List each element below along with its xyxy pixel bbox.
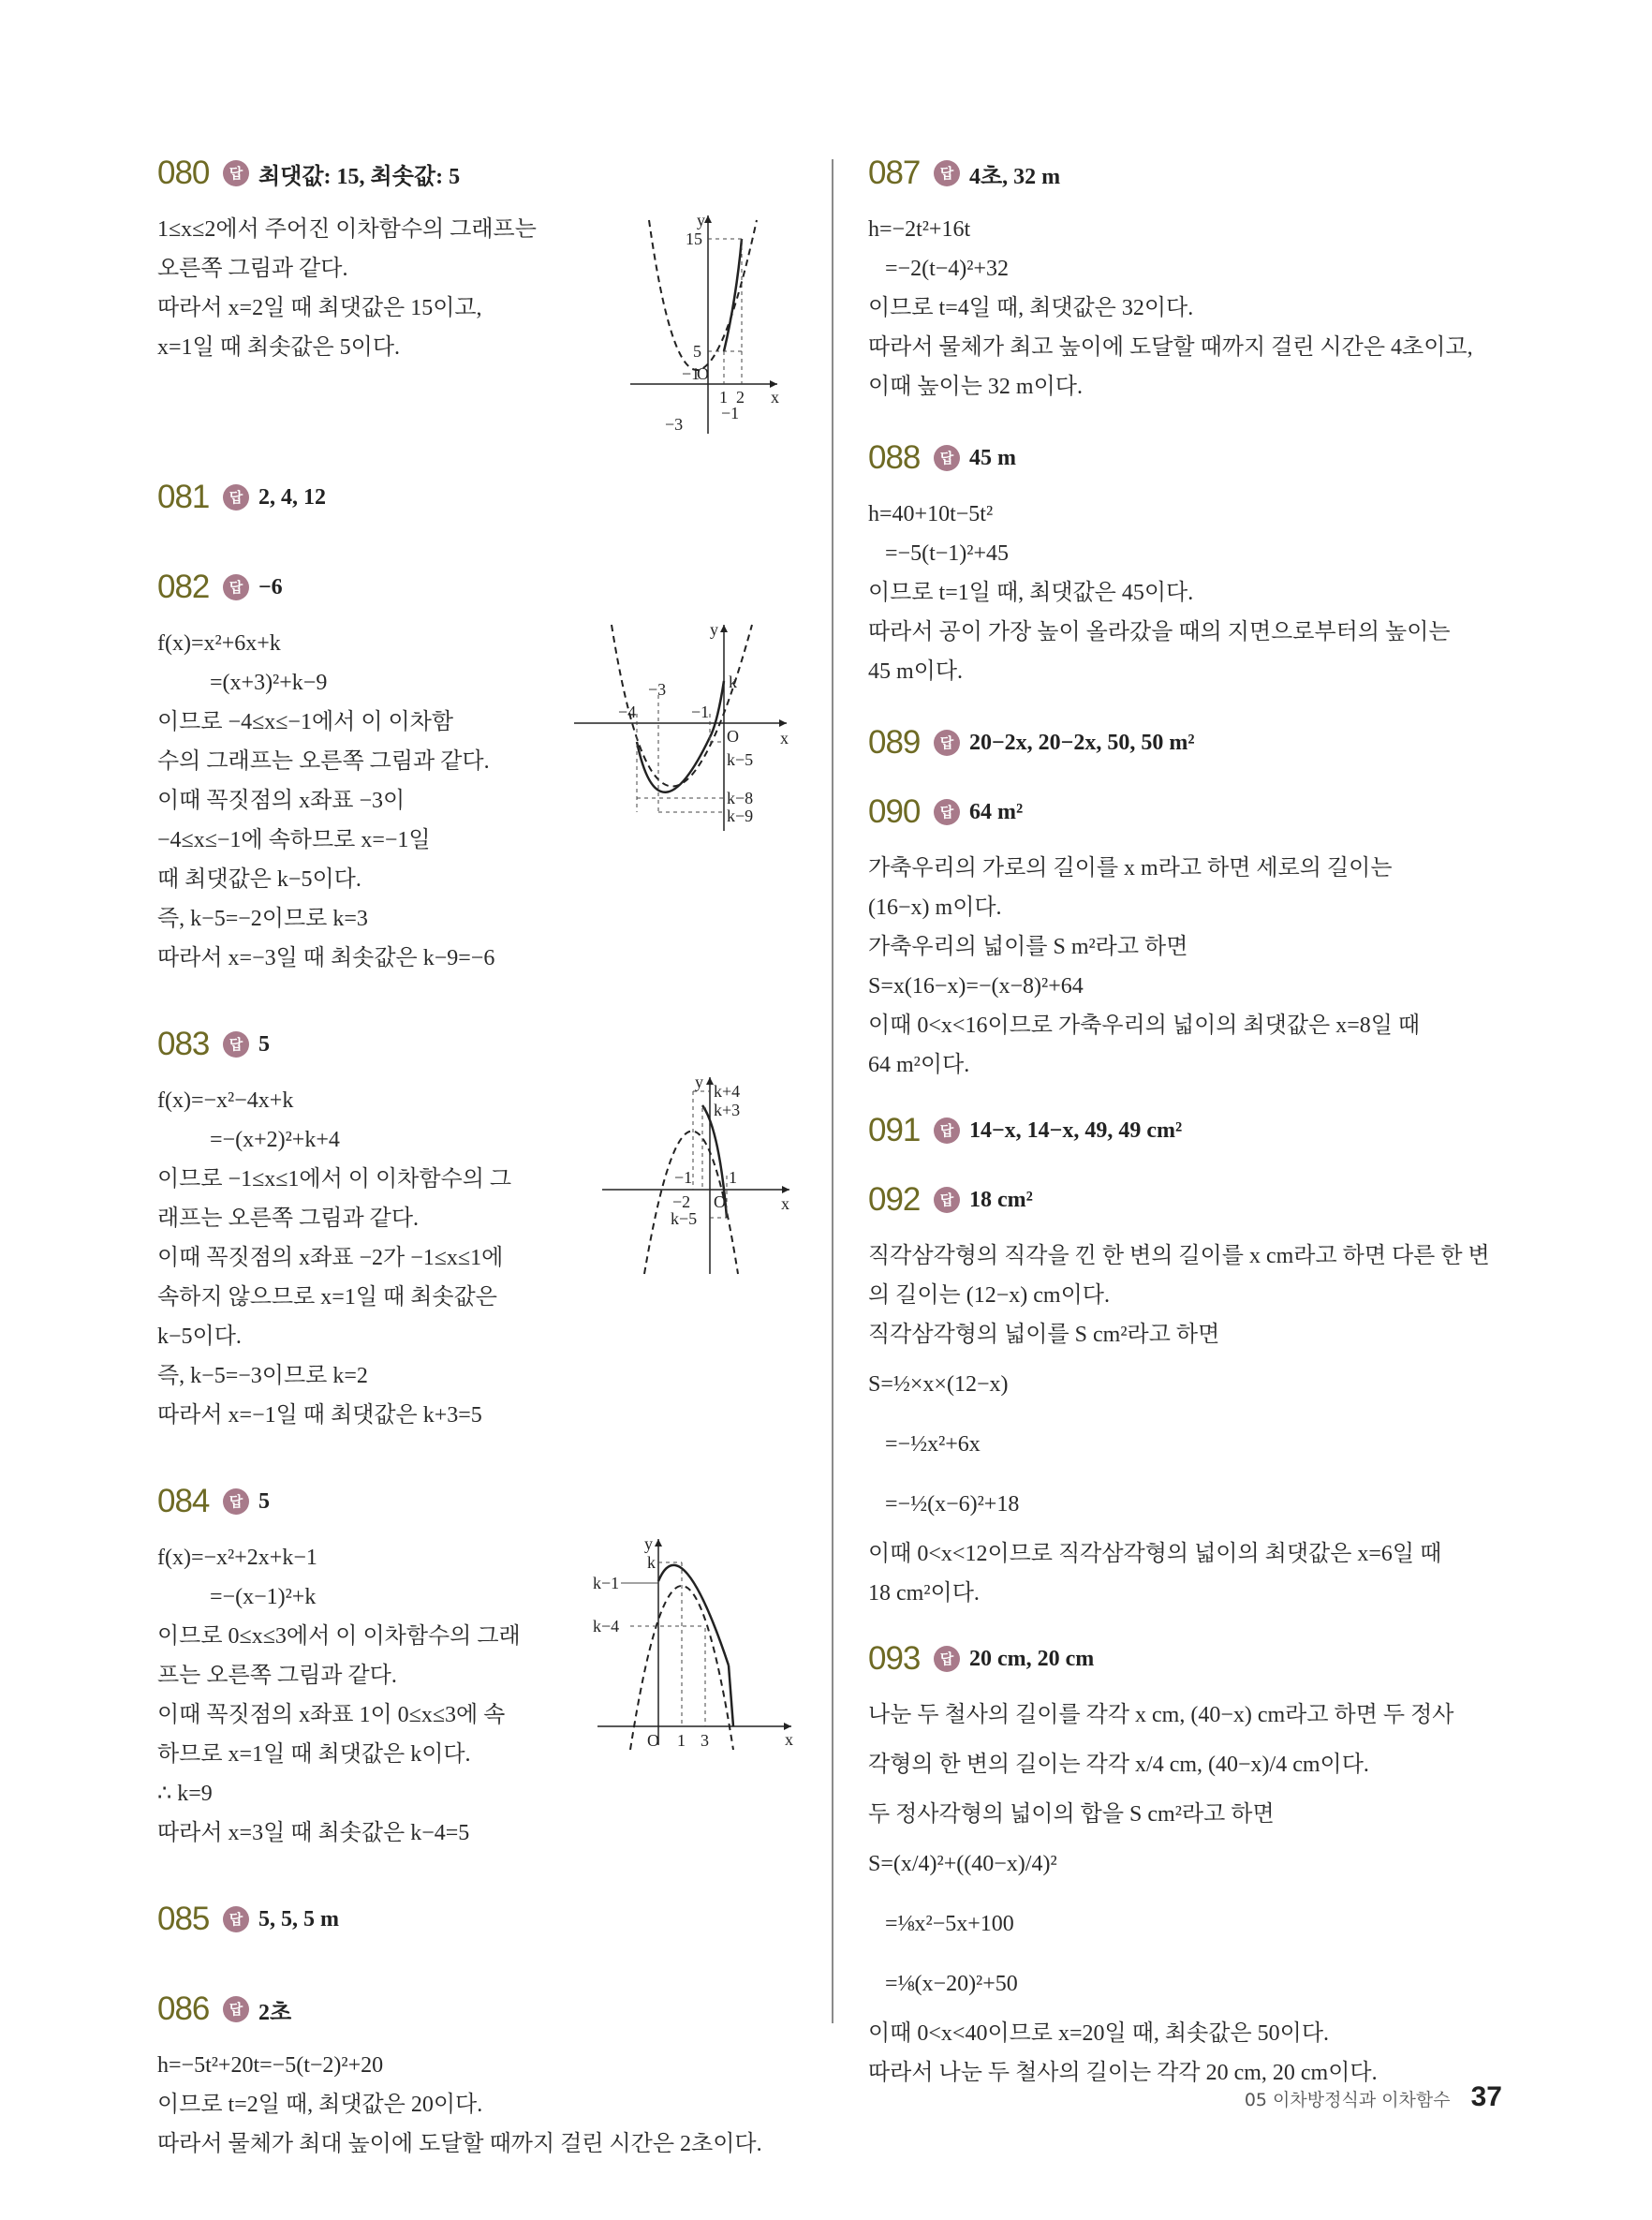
solution-line: 따라서 x=−1일 때 최댓값은 k+3=5 — [157, 1403, 482, 1428]
solution-line: =−(x−1)²+k — [210, 1585, 317, 1609]
solution-line: S=x(16−x)=−(x−8)²+64 — [868, 974, 1084, 999]
solution-line: 따라서 x=2일 때 최댓값은 15이고, — [157, 296, 482, 320]
tick-label: −1 — [721, 404, 740, 422]
origin-label: O — [727, 727, 739, 746]
solution-line: 두 정사각형의 넓이의 합을 S cm²라고 하면 — [868, 1802, 1275, 1827]
chapter-label: 05 이차방정식과 이차함수 — [1244, 2090, 1451, 2110]
answer-text: 14−x, 14−x, 49, 49 cm² — [969, 1117, 1183, 1143]
solution-line: 가축우리의 가로의 길이를 x m라고 하면 세로의 길이는 — [868, 856, 1393, 881]
solution-line: S=(x/4)²+((40−x)/4)² — [868, 1852, 1057, 1876]
solution-line: 이때 0<x<40이므로 x=20일 때, 최솟값은 50이다. — [868, 2021, 1329, 2046]
solution-line: (16−x) m이다. — [868, 895, 1002, 920]
answer-badge-icon: 답 — [934, 1187, 960, 1213]
answer-text: 5, 5, 5 m — [258, 1906, 339, 1931]
problem-082 — [157, 564, 813, 978]
tick-label: k−5 — [671, 1209, 698, 1228]
tick-label: k — [729, 673, 737, 691]
tick-label: −4 — [618, 703, 637, 721]
solution-line: 따라서 x=−3일 때 최솟값은 k−9=−6 — [157, 946, 495, 970]
answer-badge-icon: 답 — [223, 1906, 249, 1932]
tick-label: k — [647, 1553, 656, 1572]
problem-header — [157, 474, 813, 521]
solution-line: 이므로 t=2일 때, 최댓값은 20이다. — [157, 2093, 483, 2117]
problem-087 — [868, 150, 1510, 407]
problem-083 — [157, 1021, 813, 1435]
solution-line: 64 m²이다. — [868, 1053, 970, 1077]
answer-badge-icon: 답 — [934, 445, 960, 471]
solution-line: 프는 오른쪽 그림과 같다. — [157, 1664, 397, 1688]
tick-label: 3 — [701, 1731, 709, 1750]
solution-line: h=−5t²+20t=−5(t−2)²+20 — [157, 2053, 384, 2078]
problem-number: 082 — [157, 569, 210, 605]
answer-badge-icon: 답 — [223, 1031, 249, 1058]
solution-line: =−5(t−1)²+45 — [885, 541, 1009, 566]
tick-label: −3 — [665, 415, 684, 434]
parabola-graph-082 — [569, 620, 794, 840]
problem-header — [868, 719, 1510, 766]
problem-086 — [157, 1986, 813, 2164]
solution-line: 따라서 물체가 최대 높이에 도달할 때까지 걸린 시간은 2초이다. — [157, 2132, 762, 2156]
page-footer — [1245, 2081, 1502, 2113]
solution-line: 18 cm²이다. — [868, 1581, 980, 1606]
axis-label-x: x — [771, 388, 779, 407]
tick-label: −2 — [672, 1192, 691, 1211]
problem-081 — [157, 474, 813, 521]
answer-text: 5 — [258, 1031, 270, 1057]
problem-088 — [868, 435, 1510, 691]
solution-line: 이때 0<x<16이므로 가축우리의 넓이의 최댓값은 x=8일 때 — [868, 1014, 1421, 1038]
solution-line: 이때 꼭짓점의 x좌표 −3이 — [157, 789, 406, 813]
problem-header — [157, 1021, 813, 1068]
solution-line: 래프는 오른쪽 그림과 같다. — [157, 1206, 420, 1231]
tick-label: k−9 — [727, 807, 754, 825]
solution-line: 하므로 x=1일 때 최댓값은 k이다. — [157, 1742, 471, 1767]
problem-089 — [868, 719, 1510, 766]
answer-text: 4초, 32 m — [969, 164, 1061, 189]
solution-line: x=1일 때 최솟값은 5이다. — [157, 335, 401, 360]
solution-line: 가축우리의 넓이를 S m²라고 하면 — [868, 935, 1188, 959]
problem-header — [157, 564, 813, 611]
tick-label: k+3 — [714, 1101, 741, 1119]
problem-number: 084 — [157, 1483, 210, 1519]
problem-number: 080 — [157, 155, 210, 191]
problem-header — [157, 150, 813, 197]
solution-line: 이때 꼭짓점의 x좌표 1이 0≤x≤3에 속 — [157, 1703, 506, 1727]
answer-text: 2, 4, 12 — [258, 484, 326, 510]
problem-number: 093 — [868, 1640, 921, 1677]
solution-line: 이므로 −4≤x≤−1에서 이 이차함 — [157, 710, 454, 734]
tick-label: 1 — [729, 1168, 737, 1187]
tick-label: −1 — [682, 364, 701, 383]
solution-line: 직각삼각형의 직각을 낀 한 변의 길이를 x cm라고 하면 다른 한 변 — [868, 1244, 1490, 1268]
tick-label: 5 — [693, 342, 701, 361]
solution-line: =−½x²+6x — [885, 1432, 981, 1457]
parabola-graph-083 — [597, 1073, 794, 1283]
solution-line: f(x)=−x²+2x+k−1 — [157, 1546, 317, 1570]
axis-label-y: y — [644, 1534, 653, 1553]
answer-text: 45 m — [969, 445, 1016, 470]
solution-line: 1≤x≤2에서 주어진 이차함수의 그래프는 — [157, 217, 537, 242]
answer-badge-icon: 답 — [223, 574, 249, 600]
problem-085 — [157, 1896, 813, 1943]
solution-line: 이므로 t=1일 때, 최댓값은 45이다. — [868, 581, 1194, 605]
solution-line: 즉, k−5=−3이므로 k=2 — [157, 1364, 368, 1388]
answer-badge-icon: 답 — [934, 1646, 960, 1672]
problem-header — [868, 1177, 1510, 1223]
right-column — [868, 150, 1510, 2093]
tick-label: k−5 — [727, 750, 754, 769]
solution-line: =−(x+2)²+k+4 — [210, 1128, 340, 1152]
tick-label: k−8 — [727, 789, 754, 807]
origin-label: O — [697, 364, 709, 383]
solution-line: =−2(t−4)²+32 — [885, 257, 1009, 281]
solution-line: 때 최댓값은 k−5이다. — [157, 867, 361, 892]
problem-header — [868, 1107, 1510, 1154]
answer-badge-icon: 답 — [934, 160, 960, 186]
solution-line: 이때 꼭짓점의 x좌표 −2가 −1≤x≤1에 — [157, 1246, 504, 1270]
axis-label-x: x — [781, 1194, 789, 1213]
problem-header — [868, 1635, 1510, 1682]
column-divider — [832, 159, 833, 2023]
solution-line: =−½(x−6)²+18 — [885, 1492, 1020, 1517]
solution-line: 수의 그래프는 오른쪽 그림과 같다. — [157, 749, 490, 774]
problem-number: 085 — [157, 1901, 210, 1937]
answer-text: 20−2x, 20−2x, 50, 50 m² — [969, 730, 1195, 755]
answer-badge-icon: 답 — [223, 484, 249, 511]
answer-text: 2초 — [258, 2000, 292, 2025]
problem-number: 081 — [157, 479, 210, 515]
problem-header — [868, 150, 1510, 197]
problem-091 — [868, 1107, 1510, 1154]
tick-label: 1 — [719, 388, 728, 407]
solution-line: 직각삼각형의 넓이를 S cm²라고 하면 — [868, 1323, 1220, 1347]
solution-line: ∴ k=9 — [157, 1782, 213, 1806]
axis-label-y: y — [695, 1073, 703, 1091]
solution-line: f(x)=−x²−4x+k — [157, 1088, 294, 1113]
solution-line: 이때 0<x<12이므로 직각삼각형의 넓이의 최댓값은 x=6일 때 — [868, 1542, 1442, 1566]
tick-label: −3 — [648, 680, 667, 699]
problem-number: 086 — [157, 1991, 210, 2027]
solution-line: 이므로 t=4일 때, 최댓값은 32이다. — [868, 296, 1194, 320]
tick-label: k−4 — [593, 1617, 620, 1635]
tick-label: −1 — [691, 703, 710, 721]
problem-number: 092 — [868, 1181, 921, 1218]
solution-line: 즉, k−5=−2이므로 k=3 — [157, 907, 368, 931]
solution-line: 각형의 한 변의 길이는 각각 x/4 cm, (40−x)/4 cm이다. — [868, 1753, 1369, 1777]
problem-number: 087 — [868, 155, 921, 191]
solution-line: 따라서 공이 가장 높이 올라갔을 때의 지면으로부터의 높이는 — [868, 620, 1451, 644]
answer-text: −6 — [258, 574, 283, 599]
tick-label: 2 — [736, 388, 745, 407]
solution-line: f(x)=x²+6x+k — [157, 631, 281, 656]
solution-line: 오른쪽 그림과 같다. — [157, 257, 348, 281]
problem-header — [157, 1896, 813, 1943]
axis-label-y: y — [710, 620, 718, 639]
problem-number: 090 — [868, 793, 921, 830]
problem-090 — [868, 789, 1510, 1085]
solution-line: S=½×x×(12−x) — [868, 1372, 1009, 1397]
problem-header — [157, 1478, 813, 1525]
answer-text: 최댓값: 15, 최솟값: 5 — [258, 164, 461, 189]
solution-line: =⅛(x−20)²+50 — [885, 1972, 1018, 1996]
solution-line: h=−2t²+16t — [868, 217, 971, 242]
parabola-graph-084 — [593, 1534, 799, 1754]
answer-text: 64 m² — [969, 799, 1024, 824]
origin-label: O — [714, 1192, 726, 1211]
solution-line: 나눈 두 철사의 길이를 각각 x cm, (40−x) cm라고 하면 두 정사 — [868, 1703, 1454, 1727]
problem-number: 088 — [868, 439, 921, 476]
problem-header — [157, 1986, 813, 2033]
answer-badge-icon: 답 — [934, 730, 960, 756]
origin-label: O — [647, 1731, 659, 1750]
answer-text: 20 cm, 20 cm — [969, 1646, 1095, 1671]
axis-label-y: y — [697, 211, 705, 229]
solution-line: 따라서 x=3일 때 최솟값은 k−4=5 — [157, 1821, 470, 1845]
tick-label: k+4 — [714, 1082, 741, 1101]
problem-092 — [868, 1177, 1510, 1613]
solution-line: k−5이다. — [157, 1325, 242, 1349]
solution-line: 이므로 −1≤x≤1에서 이 이차함수의 그 — [157, 1167, 512, 1191]
solution-line: 이때 높이는 32 m이다. — [868, 375, 1083, 399]
left-column — [157, 150, 813, 2207]
answer-badge-icon: 답 — [223, 1996, 249, 2022]
solution-line: −4≤x≤−1에 속하므로 x=−1일 — [157, 828, 431, 852]
solution-line: 45 m이다. — [868, 659, 964, 684]
axis-label-x: x — [780, 729, 789, 747]
answer-badge-icon: 답 — [223, 1488, 249, 1515]
parabola-graph-080 — [626, 211, 785, 440]
solution-line: 따라서 나눈 두 철사의 길이는 각각 20 cm, 20 cm이다. — [868, 2061, 1378, 2085]
problem-header — [868, 789, 1510, 836]
solution-line: 의 길이는 (12−x) cm이다. — [868, 1283, 1110, 1308]
problem-number: 091 — [868, 1112, 921, 1148]
answer-badge-icon: 답 — [934, 1117, 960, 1144]
problem-header — [868, 435, 1510, 481]
solution-line: =(x+3)²+k−9 — [210, 671, 328, 695]
problem-number: 083 — [157, 1026, 210, 1062]
problem-093 — [868, 1635, 1510, 2093]
answer-text: 5 — [258, 1488, 270, 1514]
axis-label-x: x — [785, 1730, 793, 1749]
solution-line: 이므로 0≤x≤3에서 이 이차함수의 그래 — [157, 1624, 521, 1649]
solution-line: 따라서 물체가 최고 높이에 도달할 때까지 걸린 시간은 4초이고, — [868, 335, 1473, 360]
answer-badge-icon: 답 — [934, 799, 960, 825]
tick-label: k−1 — [593, 1574, 620, 1592]
solution-line: h=40+10t−5t² — [868, 502, 994, 526]
tick-label: 1 — [677, 1731, 686, 1750]
problem-080 — [157, 150, 813, 434]
page-number: 37 — [1470, 2081, 1502, 2112]
tick-label: 15 — [686, 229, 702, 248]
tick-label: −1 — [674, 1168, 693, 1187]
solution-line: =⅛x²−5x+100 — [885, 1912, 1014, 1936]
answer-text: 18 cm² — [969, 1187, 1033, 1212]
answer-badge-icon: 답 — [223, 160, 249, 186]
solution-line: 속하지 않으므로 x=1일 때 최솟값은 — [157, 1285, 497, 1310]
problem-084 — [157, 1478, 813, 1853]
problem-number: 089 — [868, 724, 921, 761]
